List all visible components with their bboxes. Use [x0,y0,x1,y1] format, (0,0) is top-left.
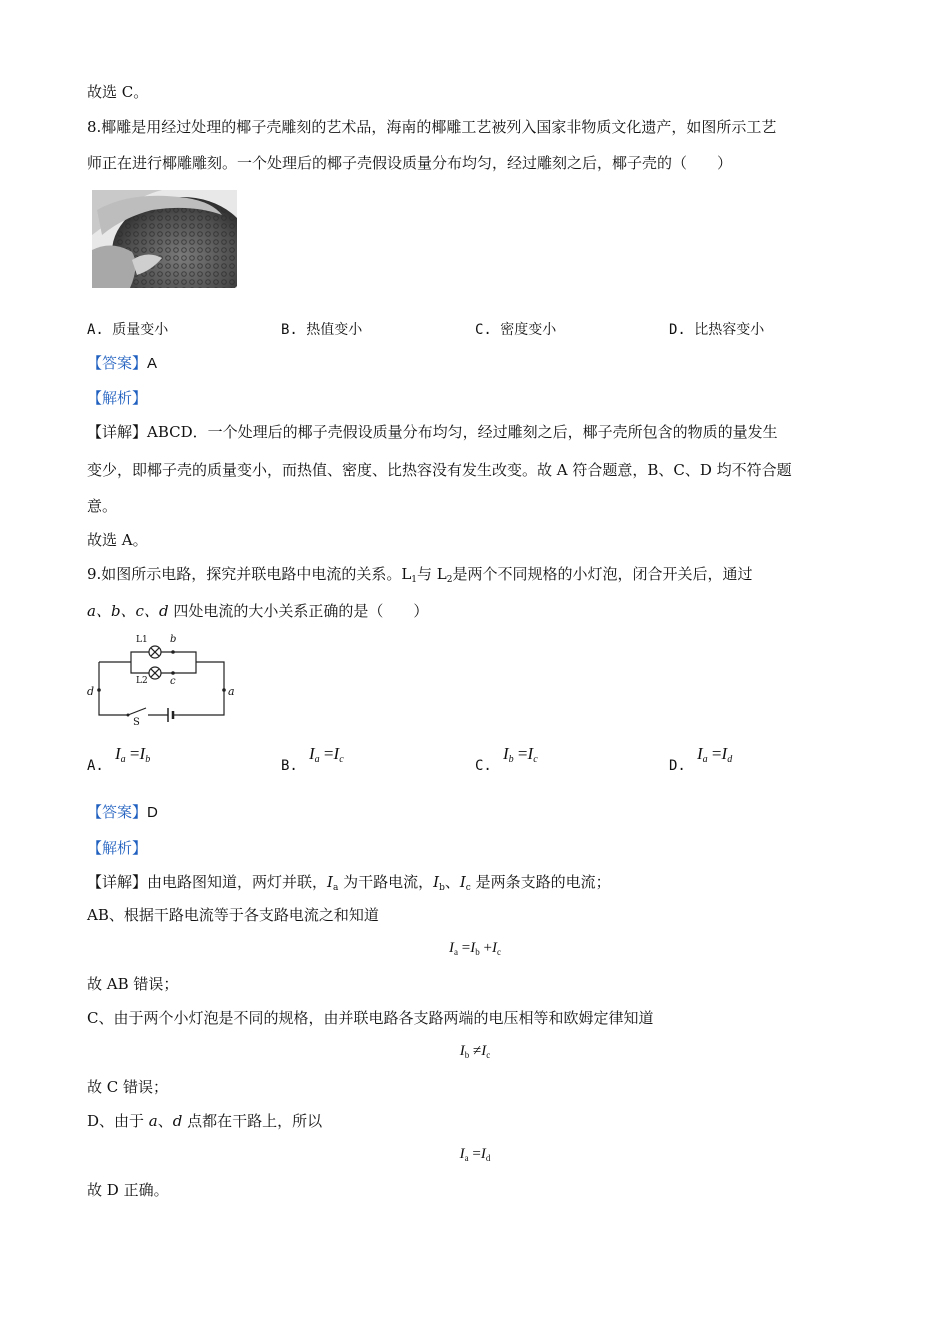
q9-option-d-formula: $I_a =I_d$ [697,744,733,765]
q8-detail-line2: 变少，即椰子壳的质量变小，而热值、密度、比热容没有发生改变。故 A 符合题意，B、C、D 均不符合题 [87,461,792,479]
q9-detail-part3: 是两条支路的电流； [470,873,611,891]
label-s: S [133,717,140,728]
answer-tag: 【答案】 [87,803,148,821]
q9-d-line: D、由于 a、d 点都在干路上，所以 [87,1112,323,1130]
analysis-tag: 【解析】 [87,839,148,857]
q8-final-line: 故选 A。 [87,531,148,549]
q9-c-line: C、由于两个小灯泡是不同的规格，由并联电路各支路两端的电压相等和欧姆定律知道 [87,1009,654,1027]
q9-option-d-label: D. [669,758,686,774]
q9-answer-value: D [147,804,158,821]
q8-stem-line2: 师正在进行椰雕雕刻。一个处理后的椰子壳假设质量分布均匀，经过雕刻之后，椰子壳的（ ） [87,154,733,172]
l1-subscript: 1 [411,575,418,585]
q9-option-c-formula: $I_b =I_c$ [503,744,538,765]
q8-analysis-tag [87,388,147,408]
q9-stem-line2 [87,601,428,621]
label-d: d [87,685,95,698]
q8-detail-line1 [87,422,778,442]
label-l1: L1 [136,635,148,645]
coconut-carving-photo [92,190,237,288]
q9-stem-part1: 9.如图所示电路，探究并联电路中电流的关系。L [87,565,412,583]
label-b: b [170,634,177,645]
l2-subscript: 2 [446,575,453,585]
q9-d-part1: D、由于 [87,1112,149,1130]
equation-ia-sum: $I_a =I_b +I_c$ [449,940,501,957]
q9-detail-part2: 为干路电流， [338,873,434,891]
q9-stem-rest: 四处电流的大小关系正确的是（ ） [168,602,429,620]
detail-tag: 【详解】 [87,873,148,891]
q9-option-a-formula: $I_a =I_b$ [115,744,151,765]
detail-tag: 【详解】 [87,423,148,441]
q9-option-a-label: A. [87,758,104,774]
q8-detail-line3: 意。 [87,497,118,515]
q9-analysis-tag [87,838,147,858]
q8-stem-line1: 8.椰雕是用经过处理的椰子壳雕刻的艺术品，海南的椰雕工艺被列入国家非物质文化遗产，如图所示工艺 [87,118,777,136]
q9-c-conclusion: 故 C 错误； [87,1078,169,1096]
equation-ia-eq-id: $I_a =I_d$ [459,1146,491,1163]
q9-stem-part2: 与 L [417,565,447,583]
label-l2: L2 [136,676,148,686]
q7-final-line: 故选 C。 [87,83,149,101]
q9-stem-part3: 是两个不同规格的小灯泡，闭合开关后，通过 [452,565,753,583]
q9-stem-vars: a、b、c、d [87,602,169,620]
q9-d-conclusion: 故 D 正确。 [87,1181,169,1199]
q8-detail-text1: ABCD．一个处理后的椰子壳假设质量分布均匀，经过雕刻之后，椰子壳所包含的物质的量发生 [147,423,778,441]
q9-option-b-formula: $I_a =I_c$ [309,744,344,765]
q9-d-sep: 、 [157,1112,173,1130]
q9-ab-line: AB、根据干路电流等于各支路电流之和知道 [87,906,379,924]
q9-d-part2: 点都在干路上，所以 [182,1112,323,1130]
analysis-tag: 【解析】 [87,389,148,407]
q9-detail-sep: 、 [444,873,460,891]
q8-option-d: D. 比热容变小 [669,322,765,338]
q8-option-b: B. 热值变小 [281,322,363,338]
parallel-circuit-diagram [84,632,244,732]
answer-tag: 【答案】 [87,354,148,372]
label-c: c [170,676,176,687]
q9-detail-part1: 由电路图知道，两灯并联， [147,873,328,891]
q8-answer-line [87,353,157,374]
q9-stem-line1 [87,564,753,590]
equation-ib-neq-ic: $I_b \ne I_c$ [459,1043,491,1060]
q9-option-b-label: B. [281,758,298,774]
q9-answer-line [87,802,158,823]
q8-answer-value: A [147,355,158,372]
q9-ab-conclusion: 故 AB 错误； [87,975,179,993]
q8-option-a: A. 质量变小 [87,322,169,338]
q8-option-c: C. 密度变小 [475,322,557,338]
q9-detail-line1: 【详解】由电路图知道，两灯并联，$I_a$ 为干路电流，$I_b$、$I_c$ 是两条支路的电流； [87,873,611,893]
label-a: a [228,685,235,698]
q9-option-c-label: C. [475,758,492,774]
